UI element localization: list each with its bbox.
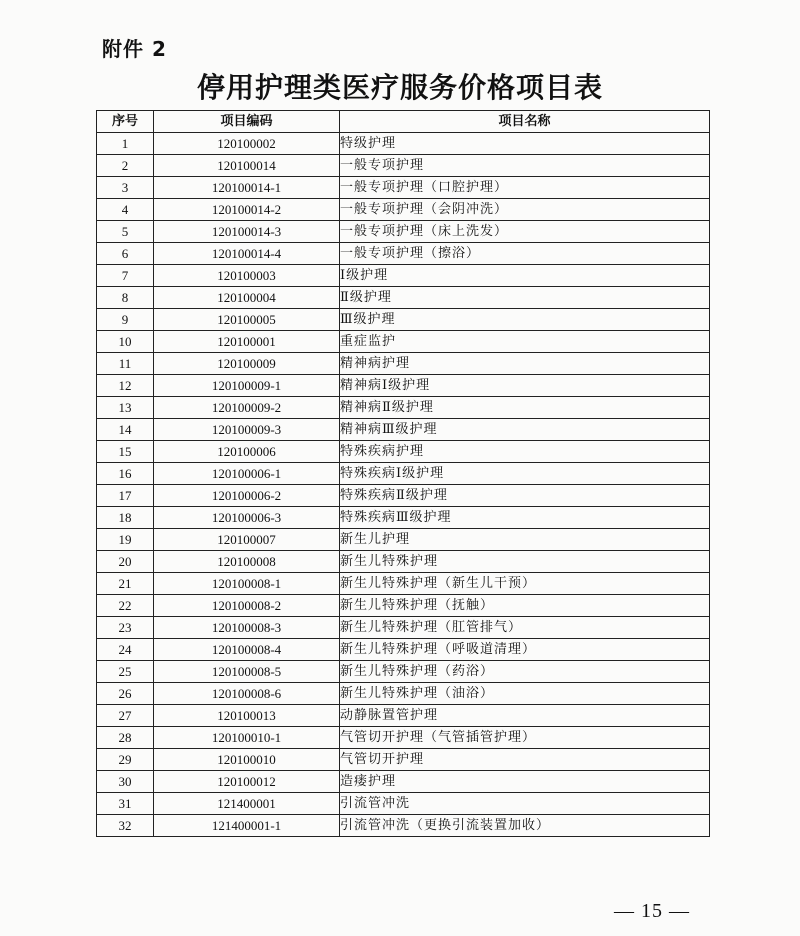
- table-row: [97, 133, 710, 155]
- table-row: [97, 551, 710, 573]
- serial-number-cell: 7: [97, 265, 154, 287]
- page-title: 停用护理类医疗服务价格项目表: [196, 71, 603, 104]
- serial-number-cell: 6: [97, 243, 154, 265]
- attachment-label: 附件 2: [102, 37, 167, 61]
- serial-number-cell: 30: [97, 771, 154, 793]
- item-code-cell: 120100006-2: [154, 485, 340, 507]
- table-row: [97, 221, 710, 243]
- serial-number-cell: 18: [97, 507, 154, 529]
- item-code-cell: 120100008-3: [154, 617, 340, 639]
- item-code-cell: 120100008-1: [154, 573, 340, 595]
- table-row: [97, 397, 710, 419]
- serial-number-cell: 14: [97, 419, 154, 441]
- item-name-cell: 新生儿特殊护理（药浴）: [340, 661, 710, 683]
- serial-number-cell: 10: [97, 331, 154, 353]
- table-row: [97, 419, 710, 441]
- serial-number-cell: 16: [97, 463, 154, 485]
- table-body: [97, 133, 710, 837]
- table-row: [97, 595, 710, 617]
- item-code-cell: 120100007: [154, 529, 340, 551]
- item-name-cell: 特殊疾病Ⅰ级护理: [340, 463, 710, 485]
- serial-number-cell: 32: [97, 815, 154, 837]
- item-name-cell: 精神病Ⅰ级护理: [340, 375, 710, 397]
- table-row: [97, 309, 710, 331]
- table-row: [97, 639, 710, 661]
- item-code-cell: 120100014-1: [154, 177, 340, 199]
- item-code-cell: 120100008-5: [154, 661, 340, 683]
- serial-number-cell: 21: [97, 573, 154, 595]
- serial-number-cell: 29: [97, 749, 154, 771]
- item-name-cell: 一般专项护理（口腔护理）: [340, 177, 710, 199]
- page-number: — 15 —: [614, 900, 690, 922]
- table-row: [97, 441, 710, 463]
- serial-number-cell: 26: [97, 683, 154, 705]
- item-name-cell: 特级护理: [340, 133, 710, 155]
- table-row: [97, 353, 710, 375]
- item-code-cell: 120100008-4: [154, 639, 340, 661]
- table-row: [97, 287, 710, 309]
- serial-number-cell: 27: [97, 705, 154, 727]
- item-name-cell: 新生儿特殊护理（新生儿干预）: [340, 573, 710, 595]
- item-name-cell: 精神病Ⅲ级护理: [340, 419, 710, 441]
- table-row: [97, 771, 710, 793]
- item-name-cell: 特殊疾病Ⅲ级护理: [340, 507, 710, 529]
- serial-number-cell: 24: [97, 639, 154, 661]
- item-code-cell: 120100014: [154, 155, 340, 177]
- header-serial-number: 序号: [97, 111, 154, 133]
- serial-number-cell: 31: [97, 793, 154, 815]
- price-items-table: [96, 110, 710, 837]
- item-name-cell: 造瘘护理: [340, 771, 710, 793]
- serial-number-cell: 11: [97, 353, 154, 375]
- serial-number-cell: 8: [97, 287, 154, 309]
- serial-number-cell: 2: [97, 155, 154, 177]
- table-row: [97, 727, 710, 749]
- item-code-cell: 120100006-1: [154, 463, 340, 485]
- serial-number-cell: 20: [97, 551, 154, 573]
- item-code-cell: 120100009-1: [154, 375, 340, 397]
- item-code-cell: 120100013: [154, 705, 340, 727]
- item-code-cell: 120100010-1: [154, 727, 340, 749]
- table-row: [97, 375, 710, 397]
- item-name-cell: 新生儿特殊护理: [340, 551, 710, 573]
- item-name-cell: 一般专项护理（会阴冲洗）: [340, 199, 710, 221]
- item-name-cell: 引流管冲洗: [340, 793, 710, 815]
- item-name-cell: 新生儿护理: [340, 529, 710, 551]
- item-name-cell: 重症监护: [340, 331, 710, 353]
- table-row: [97, 661, 710, 683]
- serial-number-cell: 15: [97, 441, 154, 463]
- header-item-name: 项目名称: [340, 111, 710, 133]
- table-row: [97, 617, 710, 639]
- table-row: [97, 463, 710, 485]
- item-name-cell: Ⅰ级护理: [340, 265, 710, 287]
- serial-number-cell: 22: [97, 595, 154, 617]
- item-name-cell: 特殊疾病Ⅱ级护理: [340, 485, 710, 507]
- table-row: [97, 485, 710, 507]
- item-name-cell: 一般专项护理（床上洗发）: [340, 221, 710, 243]
- item-name-cell: 精神病Ⅱ级护理: [340, 397, 710, 419]
- item-name-cell: 气管切开护理（气管插管护理）: [340, 727, 710, 749]
- table-row: [97, 265, 710, 287]
- item-code-cell: 120100004: [154, 287, 340, 309]
- item-name-cell: 引流管冲洗（更换引流装置加收）: [340, 815, 710, 837]
- table-row: [97, 815, 710, 837]
- serial-number-cell: 17: [97, 485, 154, 507]
- item-name-cell: 一般专项护理: [340, 155, 710, 177]
- table-row: [97, 177, 710, 199]
- item-code-cell: 120100003: [154, 265, 340, 287]
- item-code-cell: 120100014-3: [154, 221, 340, 243]
- item-name-cell: 动静脉置管护理: [340, 705, 710, 727]
- item-code-cell: 120100006: [154, 441, 340, 463]
- serial-number-cell: 1: [97, 133, 154, 155]
- table-row: [97, 331, 710, 353]
- table-row: [97, 507, 710, 529]
- item-code-cell: 120100008-2: [154, 595, 340, 617]
- item-name-cell: 精神病护理: [340, 353, 710, 375]
- serial-number-cell: 3: [97, 177, 154, 199]
- item-code-cell: 120100012: [154, 771, 340, 793]
- serial-number-cell: 13: [97, 397, 154, 419]
- item-name-cell: Ⅲ级护理: [340, 309, 710, 331]
- header-item-code: 项目编码: [154, 111, 340, 133]
- table-row: [97, 243, 710, 265]
- item-name-cell: 一般专项护理（擦浴）: [340, 243, 710, 265]
- table-row: [97, 705, 710, 727]
- serial-number-cell: 19: [97, 529, 154, 551]
- item-code-cell: 120100009: [154, 353, 340, 375]
- item-code-cell: 120100006-3: [154, 507, 340, 529]
- item-name-cell: 气管切开护理: [340, 749, 710, 771]
- item-name-cell: Ⅱ级护理: [340, 287, 710, 309]
- item-code-cell: 120100008-6: [154, 683, 340, 705]
- item-name-cell: 新生儿特殊护理（肛管排气）: [340, 617, 710, 639]
- table-row: [97, 155, 710, 177]
- serial-number-cell: 28: [97, 727, 154, 749]
- item-code-cell: 120100009-3: [154, 419, 340, 441]
- table-header-row: [97, 111, 710, 133]
- serial-number-cell: 23: [97, 617, 154, 639]
- table-row: [97, 793, 710, 815]
- item-code-cell: 120100008: [154, 551, 340, 573]
- table-row: [97, 749, 710, 771]
- item-code-cell: 120100014-4: [154, 243, 340, 265]
- table-row: [97, 529, 710, 551]
- item-name-cell: 新生儿特殊护理（抚触）: [340, 595, 710, 617]
- serial-number-cell: 25: [97, 661, 154, 683]
- item-name-cell: 新生儿特殊护理（油浴）: [340, 683, 710, 705]
- serial-number-cell: 5: [97, 221, 154, 243]
- item-code-cell: 120100002: [154, 133, 340, 155]
- serial-number-cell: 12: [97, 375, 154, 397]
- table-row: [97, 683, 710, 705]
- item-code-cell: 120100014-2: [154, 199, 340, 221]
- item-code-cell: 121400001-1: [154, 815, 340, 837]
- item-code-cell: 120100009-2: [154, 397, 340, 419]
- table-row: [97, 573, 710, 595]
- item-code-cell: 120100001: [154, 331, 340, 353]
- item-code-cell: 120100005: [154, 309, 340, 331]
- table-row: [97, 199, 710, 221]
- serial-number-cell: 4: [97, 199, 154, 221]
- item-name-cell: 特殊疾病护理: [340, 441, 710, 463]
- serial-number-cell: 9: [97, 309, 154, 331]
- item-code-cell: 121400001: [154, 793, 340, 815]
- item-code-cell: 120100010: [154, 749, 340, 771]
- item-name-cell: 新生儿特殊护理（呼吸道清理）: [340, 639, 710, 661]
